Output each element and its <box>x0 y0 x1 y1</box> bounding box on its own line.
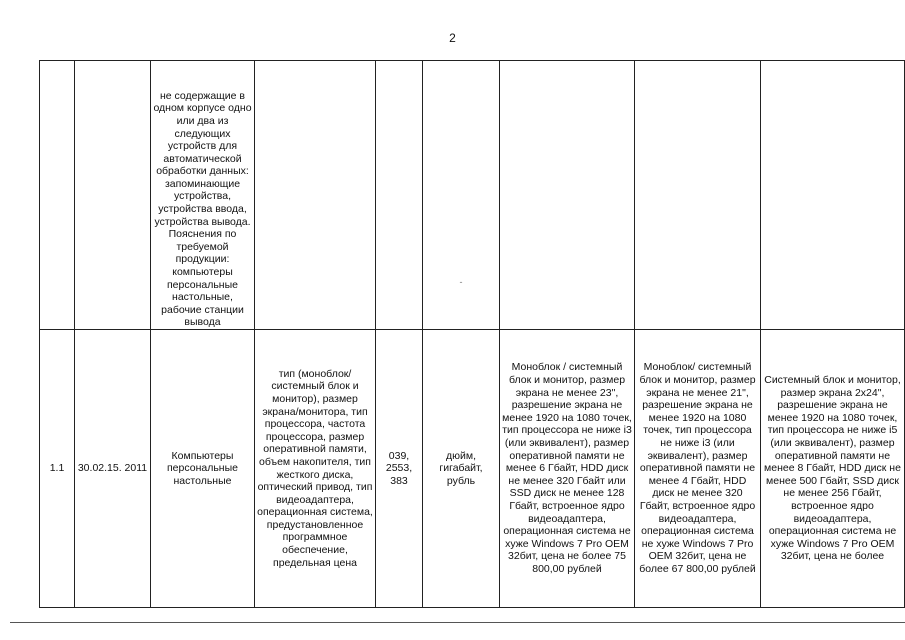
cont-cell-description: не содержащие в одном корпусе одно или два из следующих устройств для автоматической обработки данных: запоминающие устройства, устройства ввода, устройства вывода. Пояснения по требуемой продукции: компьютеры персональные настольные, рабочие станции вывода <box>151 61 255 330</box>
cont-cell-okei <box>376 61 423 330</box>
stray-mark: - <box>459 277 463 288</box>
specification-table <box>39 60 905 608</box>
table-row-continuation <box>40 61 905 330</box>
cell-product-name: Компьютеры персональные настольные <box>151 330 255 608</box>
cell-row-number: 1.1 <box>40 330 75 608</box>
cell-requirements-group2: Моноблок/ системный блок и монитор, размер экрана не менее 21", разрешение экрана не менее 1920 на 1080 точек, тип процессора не ниже i3 (или эквивалент), размер оперативной памяти не менее 4 Гбайт, HDD диск не менее 320 Гбайт, встроенное ядро видеоадаптера, операционная система не хуже Windows 7 Pro OEM 32бит, цена не более 67 800,00 рублей <box>635 330 761 608</box>
cell-units: дюйм, гигабайт, рубль <box>423 330 500 608</box>
page-number: 2 <box>449 31 456 45</box>
cont-cell-code <box>75 61 151 330</box>
cell-characteristics: тип (моноблок/системный блок и монитор), размер экрана/монитора, тип процессора, частота процессора, размер оперативной памяти, объем накопителя, тип жесткого диска, оптический привод, тип видеоадаптера, операционная система, предустановленное программное обеспечение, предельная цена <box>255 330 376 608</box>
cont-cell-group2 <box>635 61 761 330</box>
cell-requirements-group1: Моноблок / системный блок и монитор, размер экрана не менее 23", разрешение экрана не менее 1920 на 1080 точек, тип процессора не ниже i3 (или эквивалент), размер оперативной памяти не менее 6 Гбайт, HDD диск не менее 320 Гбайт или SSD диск не менее 128 Гбайт, встроенное ядро видеоадаптера, операционная система не хуже Windows 7 Pro OEM 32бит, цена не более 75 800,00 рублей <box>500 330 635 608</box>
cont-cell-group3 <box>761 61 905 330</box>
page-bottom-rule <box>10 622 905 623</box>
cont-cell-characteristics <box>255 61 376 330</box>
cell-okpd-code: 30.02.15. 2011 <box>75 330 151 608</box>
cell-okei-codes: 039, 2553, 383 <box>376 330 423 608</box>
table-row-1-1 <box>40 330 905 608</box>
cont-cell-units <box>423 61 500 330</box>
cont-cell-group1 <box>500 61 635 330</box>
cell-requirements-group3: Системный блок и монитор, размер экрана 2х24", разрешение экрана не менее 1920 на 1080 точек, тип процессора не ниже i5 (или эквивалент), размер оперативной памяти не менее 8 Гбайт, HDD диск не менее 500 Гбайт, SSD диск не менее 256 Гбайт, встроенное ядро видеоадаптера, операционная система не хуже Windows 7 Pro OEM 32бит, цена не более <box>761 330 905 608</box>
cont-cell-num <box>40 61 75 330</box>
